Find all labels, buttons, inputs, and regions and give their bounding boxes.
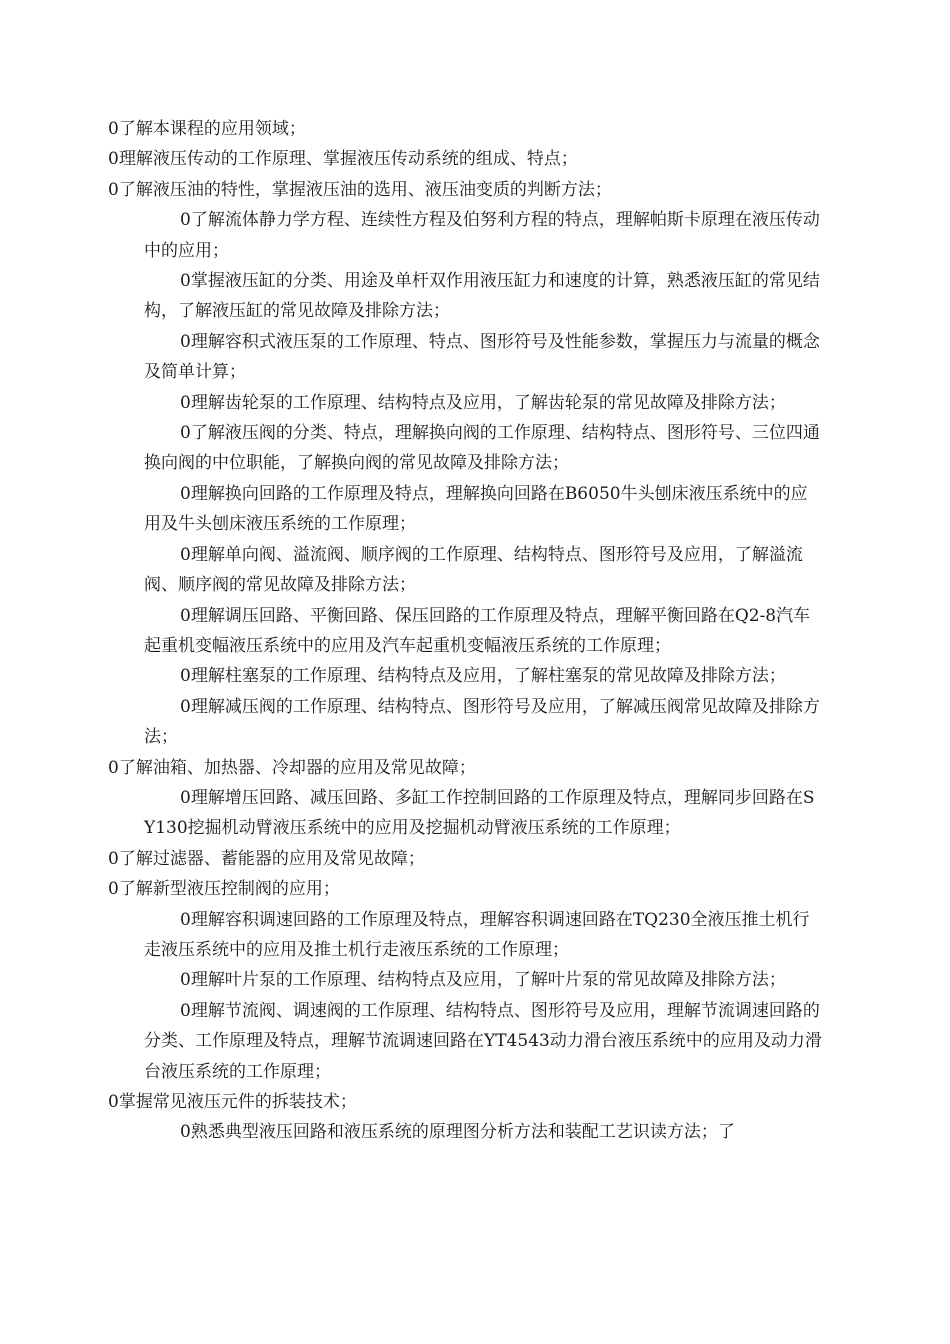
list-item: 0了解本课程的应用领域； (108, 119, 306, 139)
list-item: 0理解减压阀的工作原理、结构特点、图形符号及应用，了解减压阀常见故障及排除方法； (144, 696, 820, 748)
list-item: 0理解容积调速回路的工作原理及特点，理解容积调速回路在TQ230全液压推土机行走液压系统中的应用及推土机行走液压系统的工作原理； (144, 909, 810, 960)
list-item: 0了解油箱、加热器、冷却器的应用及常见故障； (108, 757, 476, 778)
list-item: 0理解换向回路的工作原理及特点，理解换向回路在B6050牛头刨床液压系统中的应用及牛头刨床液压系统的工作原理； (144, 483, 808, 535)
list-item: 0理解液压传动的工作原理、掌握液压传动系统的组成、特点； (108, 149, 578, 170)
list-item: 0理解增压回路、减压回路、多缸工作控制回路的工作原理及特点，理解同步回路在SY130挖掘机动臂液压系统中的应用及挖掘机动臂液压系统的工作原理； (144, 787, 815, 839)
list-item: 0理解柱塞泵的工作原理、结构特点及应用，了解柱塞泵的常见故障及排除方法； (180, 666, 786, 687)
list-item: 0了解过滤器、蓄能器的应用及常见故障； (108, 848, 425, 869)
list-item: 0掌握常见液压元件的拆装技术； (108, 1092, 357, 1112)
list-item: 0理解节流阀、调速阀的工作原理、结构特点、图形符号及应用，理解节流调速回路的分类、工作原理及特点，理解节流调速回路在YT4543动力滑台液压系统中的应用及动力滑台液压系统的工作原理； (144, 1000, 822, 1082)
list-item: 0理解单向阀、溢流阀、顺序阀的工作原理、结构特点、图形符号及应用，了解溢流阀、顺序阀的常见故障及排除方法； (144, 544, 803, 596)
list-item: 0了解液压油的特性，掌握液压油的选用、液压油变质的判断方法； (108, 179, 612, 200)
list-item: 0熟悉典型液压回路和液压系统的原理图分析方法和装配工艺识读方法；了 (180, 1122, 735, 1143)
list-item: 0了解新型液压控制阀的应用； (108, 879, 340, 900)
list-item: 0理解齿轮泵的工作原理、结构特点及应用，了解齿轮泵的常见故障及排除方法； (180, 392, 786, 413)
list-item: 0理解调压回路、平衡回路、保压回路的工作原理及特点，理解平衡回路在Q2-8汽车起重机变幅液压系统中的应用及汽车起重机变幅液压系统的工作原理； (144, 605, 811, 656)
list-item: 0了解流体静力学方程、连续性方程及伯努利方程的特点，理解帕斯卡原理在液压传动中的应用； (144, 210, 820, 261)
list-item: 0理解容积式液压泵的工作原理、特点、图形符号及性能参数，掌握压力与流量的概念及简单计算； (144, 331, 820, 383)
objectives-list (108, 114, 824, 1148)
list-item: 0掌握液压缸的分类、用途及单杆双作用液压缸力和速度的计算，熟悉液压缸的常见结构，了解液压缸的常见故障及排除方法； (144, 271, 820, 322)
list-item: 0了解液压阀的分类、特点，理解换向阀的工作原理、结构特点、图形符号、三位四通换向阀的中位职能，了解换向阀的常见故障及排除方法； (144, 423, 820, 474)
list-item: 0理解叶片泵的工作原理、结构特点及应用，了解叶片泵的常见故障及排除方法； (180, 970, 786, 991)
